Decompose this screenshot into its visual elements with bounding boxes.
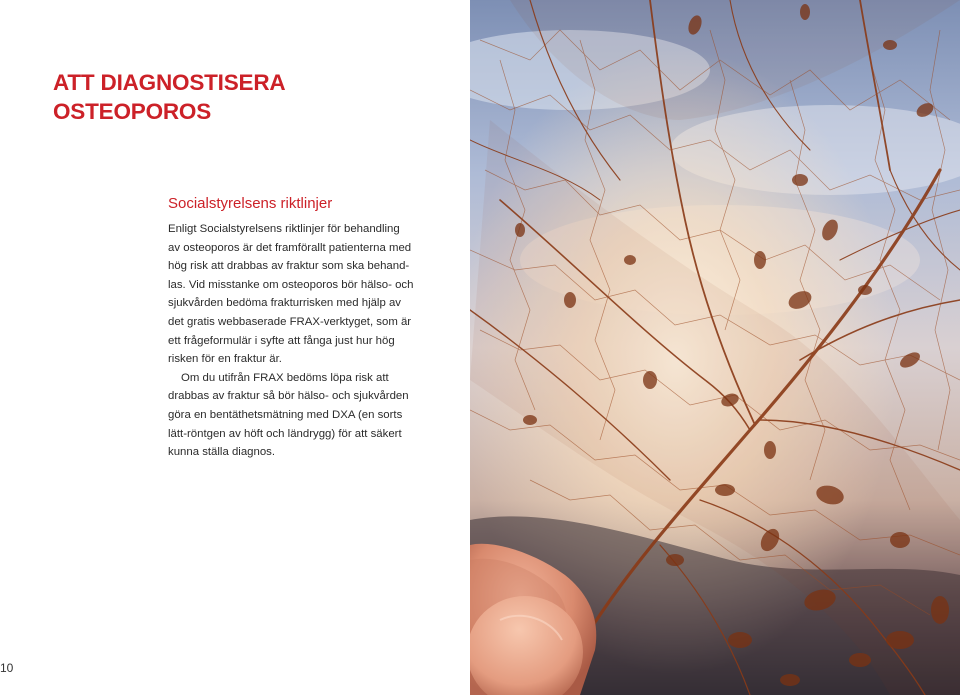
page-title-line: ATT DIAGNOSTISERA: [53, 70, 286, 95]
page-title-line: OSTEOPOROS: [53, 99, 212, 124]
page-number: 10: [0, 661, 14, 675]
body-line: Enligt Socialstyrelsens riktlinjer för behandling: [168, 223, 400, 235]
body-line: Om du utifrån FRAX bedöms löpa risk att: [181, 371, 389, 384]
body-line: risken för en fraktur är.: [168, 353, 282, 366]
body-line: las. Vid misstanke om osteoporos bör hälso- och: [168, 278, 414, 291]
body-line: sjukvården bedöma frakturrisken med hjälp av: [168, 297, 401, 310]
page-title: [53, 68, 453, 126]
body-line: lätt-röntgen av höft och ländrygg) för att säkert: [168, 427, 402, 440]
guidelines-section: [168, 194, 438, 462]
section-heading: Socialstyrelsens riktlinjer: [168, 195, 333, 212]
text-column: [0, 0, 470, 695]
body-line: av osteoporos är det framförallt patienterna med: [168, 241, 412, 254]
body-line: det gratis webbaserade FRAX-verktyget, som är: [168, 315, 412, 328]
section-body: [168, 220, 438, 462]
body-line: hög risk att drabbas av fraktur som ska behand-: [168, 260, 410, 273]
body-line: kunna ställa diagnos.: [168, 446, 276, 459]
skeleton-leaf-photo: [470, 0, 960, 695]
body-line: ett frågeformulär i syfte att fånga just hur hög: [168, 334, 395, 347]
leaf-photo-illustration: [470, 0, 960, 695]
body-line: göra en bentäthetsmätning med DXA (en sorts: [168, 408, 403, 421]
body-line: drabbas av fraktur så bör hälso- och sjukvården: [168, 390, 409, 403]
